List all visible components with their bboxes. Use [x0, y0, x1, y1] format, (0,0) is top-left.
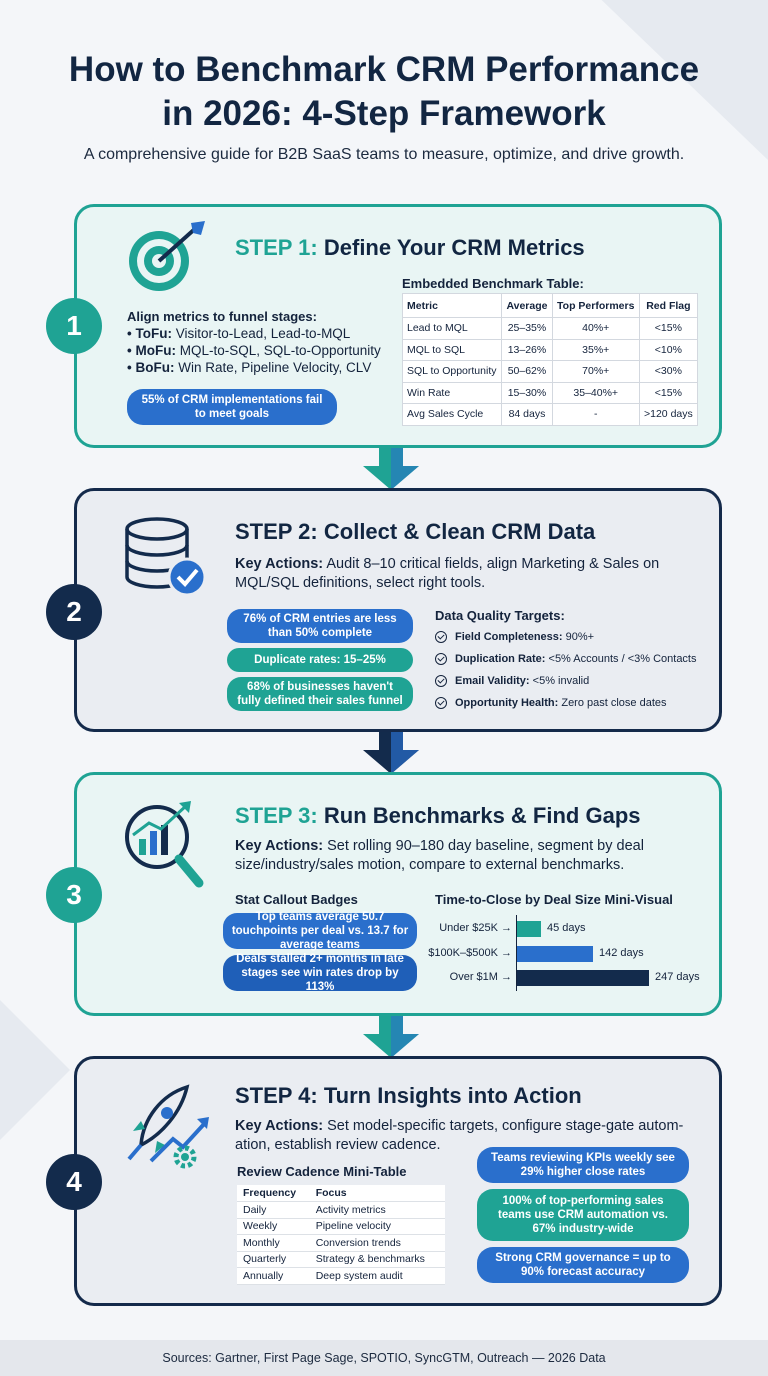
step-1-card: [74, 204, 722, 448]
table-row: Annually Deep system audit: [237, 1268, 445, 1285]
step-3-actions: Key Actions: Set rolling 90–180 day baseline, segment by deal size/industry/sales motion, compare to external benchmarks.: [235, 838, 644, 873]
step-2-actions: Key Actions: Audit 8–10 critical fields, align Marketing & Sales on MQL/SQL definitions, select right tools.: [235, 556, 660, 591]
table-header: Average: [502, 294, 552, 318]
step-4-card: [74, 1056, 722, 1306]
step-3-label: STEP 3:: [235, 803, 318, 828]
step-3-number: 3: [46, 867, 102, 923]
step-2-label: STEP 2:: [235, 519, 318, 544]
funnel-stage-tofu: • ToFu: Visitor-to-Lead, Lead-to-MQL: [127, 326, 351, 341]
step-3-title: Run Benchmarks & Find Gaps: [323, 803, 641, 828]
bar-category-label: Over $1M →: [449, 971, 512, 983]
page-subtitle: A comprehensive guide for B2B SaaS teams to measure, optimize, and drive growth.: [83, 146, 685, 163]
table-header-row: [237, 1185, 445, 1202]
target-item: Email Validity: <5% invalid: [435, 675, 589, 687]
table-header: Focus: [310, 1185, 445, 1202]
table-header: Red Flag: [639, 294, 697, 318]
step-2-title: Collect & Clean CRM Data: [323, 519, 596, 544]
stat-badge: 68% of businesses haven't fully defined their sales funnel: [227, 677, 413, 711]
review-table-title: Review Cadence Mini-Table: [237, 1164, 407, 1179]
down-arrow-icon: [361, 448, 421, 490]
bar-value-label: 45 days: [547, 922, 586, 934]
step-4-number: 4: [46, 1154, 102, 1210]
table-row: SQL to Opportunity 50–62% 70%+ <30%: [403, 361, 698, 383]
badges-title: Stat Callout Badges: [235, 892, 358, 907]
target-icon: [121, 221, 211, 293]
check-circle-icon: [435, 675, 447, 687]
review-cadence-table: [237, 1185, 445, 1285]
step-1-label: STEP 1:: [235, 235, 318, 260]
table-row: Quarterly Strategy & benchmarks: [237, 1251, 445, 1268]
step-2-heading: [235, 519, 595, 545]
bar-under-25k: [517, 921, 541, 937]
step-1-heading: [235, 235, 585, 261]
stat-badge: Top teams average 50.7 touchpoints per deal vs. 13.7 for average teams: [223, 913, 417, 949]
database-check-icon: [121, 515, 211, 601]
down-arrow-icon: [361, 732, 421, 774]
chart-title: Time-to-Close by Deal Size Mini-Visual: [435, 892, 673, 907]
table-header: Metric: [403, 294, 502, 318]
funnel-stage-bofu: • BoFu: Win Rate, Pipeline Velocity, CLV: [127, 360, 372, 375]
table-row: Lead to MQL 25–35% 40%+ <15%: [403, 318, 698, 340]
sources-footer: Sources: Gartner, First Page Sage, SPOTIO, SyncGTM, Outreach — 2026 Data: [0, 1340, 768, 1376]
step-2-card: [74, 488, 722, 732]
funnel-stage-mofu: • MoFu: MQL-to-SQL, SQL-to-Opportunity: [127, 343, 381, 358]
step-4-heading: [235, 1083, 582, 1109]
stat-badge: 76% of CRM entries are less than 50% complete: [227, 609, 413, 643]
stat-badge: Teams reviewing KPIs weekly see 29% higher close rates: [477, 1147, 689, 1183]
bar-over-1m: [517, 970, 649, 986]
table-row: Monthly Conversion trends: [237, 1235, 445, 1252]
bar-100k-500k: [517, 946, 593, 962]
check-circle-icon: [435, 631, 447, 643]
bar-value-label: 247 days: [655, 971, 700, 983]
stat-badge: Deals stalled 2+ months in late stages see win rates drop by 113%: [223, 955, 417, 991]
benchmark-table-title: Embedded Benchmark Table:: [402, 276, 584, 291]
table-row: Avg Sales Cycle 84 days - >120 days: [403, 404, 698, 426]
step-1-title: Define Your CRM Metrics: [323, 235, 585, 260]
stat-badge: Strong CRM governance = up to 90% forecast accuracy: [477, 1247, 689, 1283]
bar-category-label: Under $25K →: [439, 922, 512, 934]
check-circle-icon: [435, 653, 447, 665]
table-header: Frequency: [237, 1185, 310, 1202]
target-item: Field Completeness: 90%+: [435, 631, 594, 643]
step-4-title: Turn Insights into Action: [323, 1083, 582, 1108]
target-item: Duplication Rate: <5% Accounts / <3% Contacts: [435, 653, 697, 665]
background-shape: [0, 1000, 70, 1140]
down-arrow-icon: [361, 1016, 421, 1058]
bar-value-label: 142 days: [599, 947, 644, 959]
rocket-gear-icon: [121, 1079, 213, 1171]
step-1-number: 1: [46, 298, 102, 354]
stat-badge: Duplicate rates: 15–25%: [227, 648, 413, 672]
funnel-stages: [127, 325, 381, 376]
title-line-2: in 2026: 4-Step Framework: [162, 94, 606, 133]
targets-title: Data Quality Targets:: [435, 608, 565, 623]
step-3-card: [74, 772, 722, 1016]
step-4-actions: Key Actions: Set model-specific targets, configure stage-gate autom- ation, establish review cadence.: [235, 1118, 684, 1153]
table-row: Win Rate 15–30% 35–40%+ <15%: [403, 382, 698, 404]
stat-badge: 100% of top-performing sales teams use CRM automation vs. 67% industry-wide: [477, 1189, 689, 1241]
target-item: Opportunity Health: Zero past close dates: [435, 697, 667, 709]
check-circle-icon: [435, 697, 447, 709]
title-line-1: How to Benchmark CRM Performance: [68, 50, 700, 89]
step-2-number: 2: [46, 584, 102, 640]
table-row: Daily Activity metrics: [237, 1202, 445, 1219]
bar-category-label: $100K–$500K →: [428, 947, 512, 959]
page-title: [0, 48, 768, 136]
table-row: MQL to SQL 13–26% 35%+ <10%: [403, 339, 698, 361]
funnel-intro: Align metrics to funnel stages:: [127, 309, 317, 324]
table-row: Weekly Pipeline velocity: [237, 1218, 445, 1235]
benchmark-table: [402, 293, 698, 426]
time-to-close-chart: [77, 775, 725, 1019]
table-header-row: [403, 294, 698, 318]
step-4-label: STEP 4:: [235, 1083, 318, 1108]
table-header: Top Performers: [552, 294, 639, 318]
stat-badge: 55% of CRM implementations fail to meet goals: [127, 389, 337, 425]
